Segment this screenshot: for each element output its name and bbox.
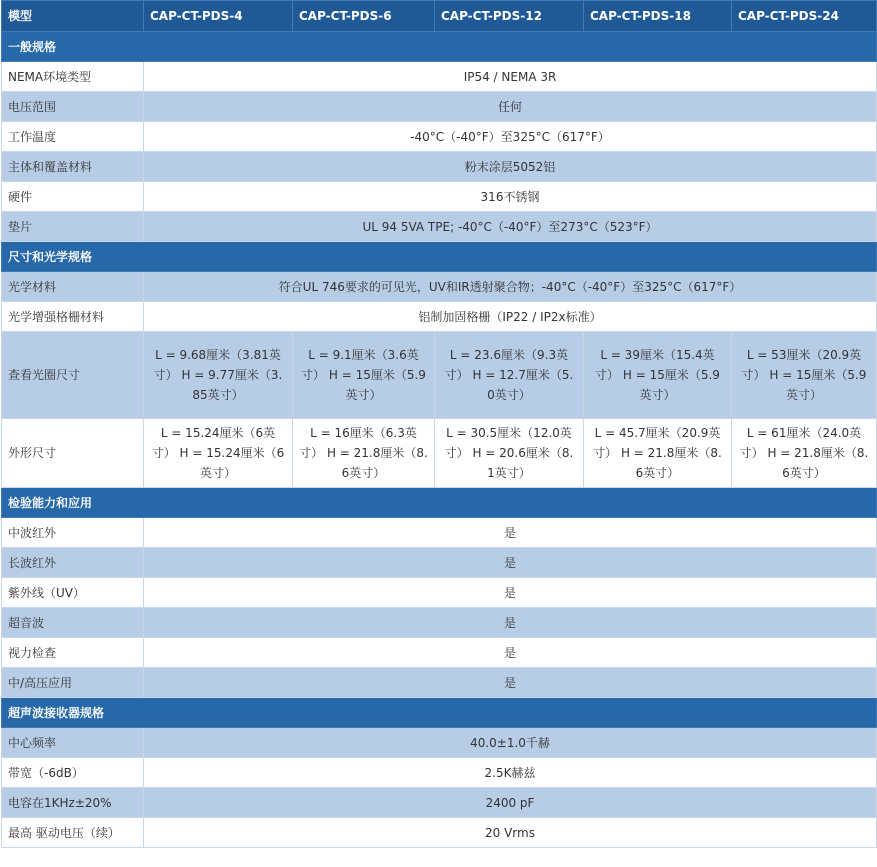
table-row (2, 152, 877, 182)
section-header-ultrasonic (2, 698, 877, 728)
header-row (2, 1, 877, 32)
row-label: 中波红外 (2, 518, 144, 548)
table-row (2, 212, 877, 242)
model-column-header: CAP-CT-PDS-4 (144, 1, 293, 32)
table-row (2, 668, 877, 698)
table-row (2, 62, 877, 92)
model-column-header: CAP-CT-PDS-12 (435, 1, 584, 32)
section-title: 一般规格 (2, 32, 877, 62)
row-label: 主体和覆盖材料 (2, 152, 144, 182)
table-row (2, 728, 877, 758)
table-row (2, 122, 877, 152)
row-value: UL 94 5VA TPE; -40°C（-40°F）至273°C（523°F） (144, 212, 877, 242)
model-column-header: CAP-CT-PDS-24 (732, 1, 877, 32)
table-row (2, 638, 877, 668)
table-row (2, 608, 877, 638)
row-value: 40.0±1.0千赫 (144, 728, 877, 758)
row-value: L = 9.68厘米（3.81英寸） H = 9.77厘米（3.85英寸） (144, 332, 293, 419)
row-value: L = 23.6厘米（9.3英寸） H = 12.7厘米（5.0英寸） (435, 332, 584, 419)
row-value: 铝制加固格栅（IP22 / IP2x标准） (144, 302, 877, 332)
row-value: 2.5K赫兹 (144, 758, 877, 788)
row-value: 粉末涂层5052铝 (144, 152, 877, 182)
row-label: 带宽（-6dB） (2, 758, 144, 788)
row-value: 符合UL 746要求的可见光，UV和IR透射聚合物；-40°C（-40°F）至325°C（617°F） (144, 272, 877, 302)
table-row (2, 182, 877, 212)
row-label: 查看光圈尺寸 (2, 332, 144, 419)
row-label: 紫外线（UV） (2, 578, 144, 608)
table-row-outline-dimensions (2, 419, 877, 488)
row-label: 垫片 (2, 212, 144, 242)
row-label: 最高 驱动电压（续） (2, 818, 144, 848)
table-row (2, 518, 877, 548)
row-value: -40°C（-40°F）至325°C（617°F） (144, 122, 877, 152)
row-value: 任何 (144, 92, 877, 122)
row-value: L = 39厘米（15.4英寸） H = 15厘米（5.9英寸） (584, 332, 732, 419)
row-label: 中心频率 (2, 728, 144, 758)
row-label: 光学材料 (2, 272, 144, 302)
row-value: IP54 / NEMA 3R (144, 62, 877, 92)
table-row (2, 788, 877, 818)
row-label: 电容在1KHz±20% (2, 788, 144, 818)
model-column-header: CAP-CT-PDS-6 (293, 1, 435, 32)
section-title: 检验能力和应用 (2, 488, 877, 518)
table-row (2, 818, 877, 848)
table-row (2, 758, 877, 788)
table-row (2, 548, 877, 578)
section-header-optical (2, 242, 877, 272)
row-label: 视力检查 (2, 638, 144, 668)
row-value: 2400 pF (144, 788, 877, 818)
section-header-inspection (2, 488, 877, 518)
row-label: 硬件 (2, 182, 144, 212)
table-row-viewing-aperture (2, 332, 877, 419)
row-value: 是 (144, 548, 877, 578)
row-value: 是 (144, 608, 877, 638)
row-value: L = 53厘米（20.9英寸） H = 15厘米（5.9英寸） (732, 332, 877, 419)
row-value: L = 61厘米（24.0英寸） H = 21.8厘米（8.6英寸） (732, 419, 877, 488)
row-value: 是 (144, 638, 877, 668)
row-value: 是 (144, 518, 877, 548)
row-label: 工作温度 (2, 122, 144, 152)
section-title: 超声波接收器规格 (2, 698, 877, 728)
model-column-header: CAP-CT-PDS-18 (584, 1, 732, 32)
row-value: 20 Vrms (144, 818, 877, 848)
table-row (2, 302, 877, 332)
model-label: 模型 (2, 1, 144, 32)
row-value: L = 9.1厘米（3.6英寸） H = 15厘米（5.9英寸） (293, 332, 435, 419)
row-value: 是 (144, 668, 877, 698)
table-row (2, 578, 877, 608)
row-value: L = 15.24厘米（6英寸） H = 15.24厘米（6英寸） (144, 419, 293, 488)
row-label: 外形尺寸 (2, 419, 144, 488)
section-header-general (2, 32, 877, 62)
row-value: L = 16厘米（6.3英寸） H = 21.8厘米（8.6英寸） (293, 419, 435, 488)
row-label: 光学增强格栅材料 (2, 302, 144, 332)
table-row (2, 272, 877, 302)
row-label: 超音波 (2, 608, 144, 638)
row-value: L = 45.7厘米（20.9英寸） H = 21.8厘米（8.6英寸） (584, 419, 732, 488)
row-label: 长波红外 (2, 548, 144, 578)
row-value: 316不锈钢 (144, 182, 877, 212)
row-value: 是 (144, 578, 877, 608)
table-row (2, 92, 877, 122)
spec-table (1, 0, 877, 848)
row-label: 中/高压应用 (2, 668, 144, 698)
row-label: 电压范围 (2, 92, 144, 122)
row-label: NEMA环境类型 (2, 62, 144, 92)
section-title: 尺寸和光学规格 (2, 242, 877, 272)
row-value: L = 30.5厘米（12.0英寸） H = 20.6厘米（8.1英寸） (435, 419, 584, 488)
